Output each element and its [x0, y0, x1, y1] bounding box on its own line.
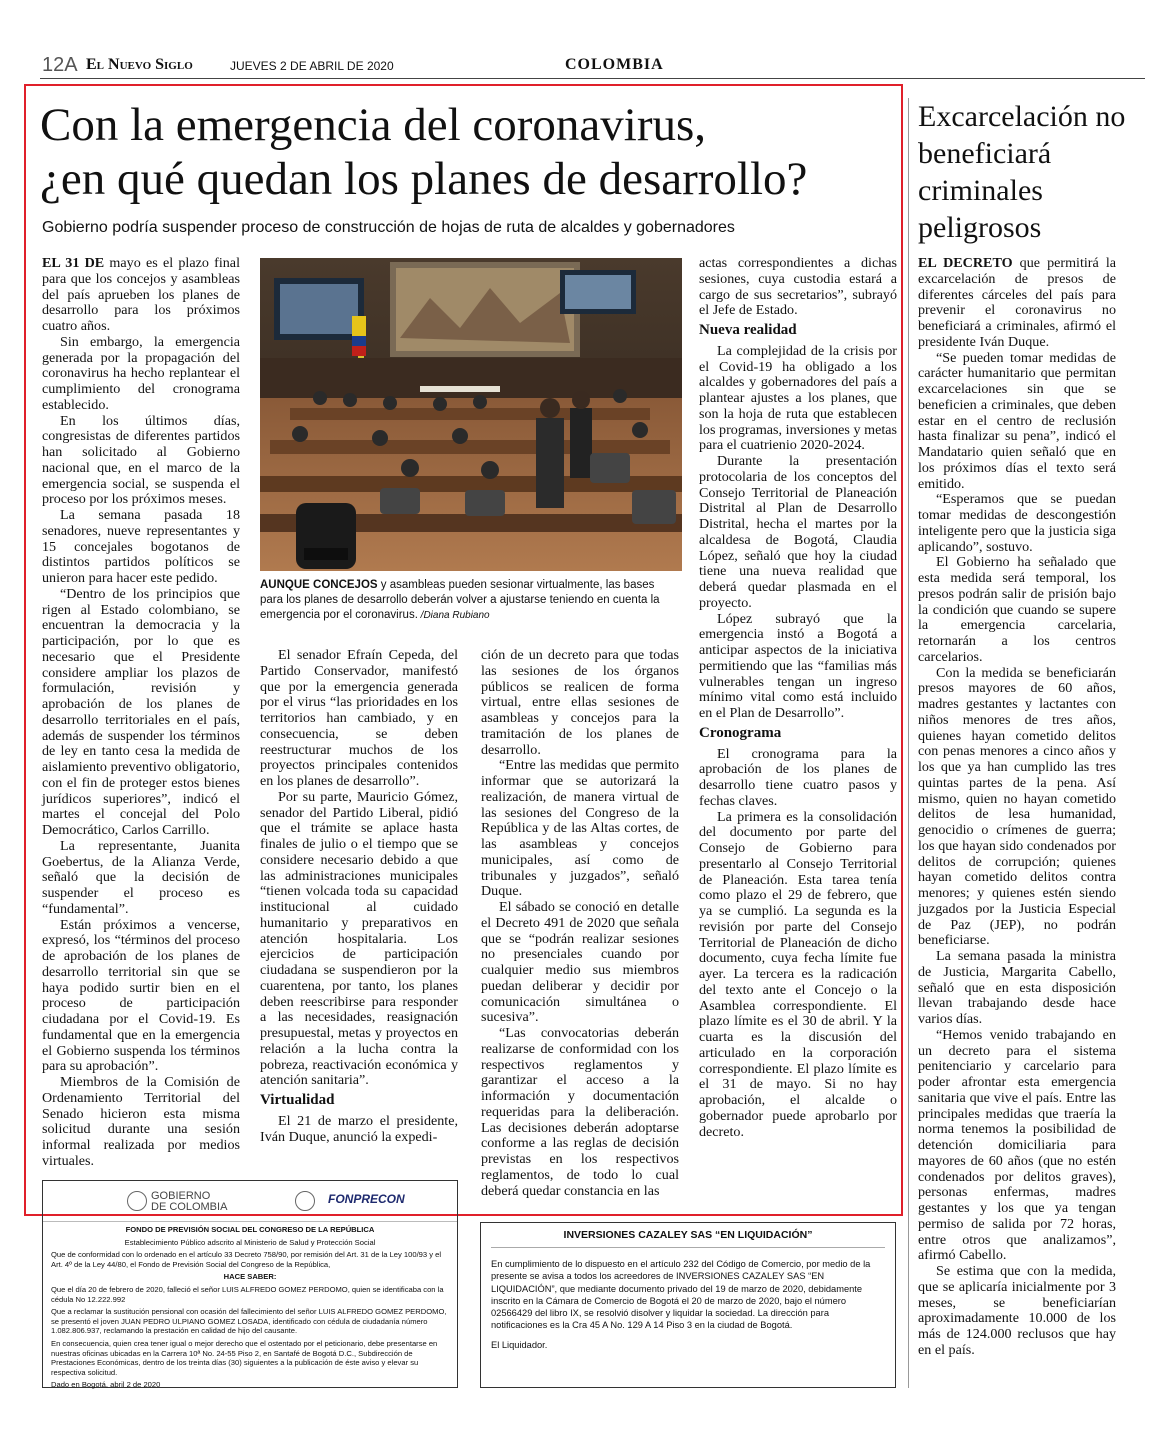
notice-signature: El Liquidador. [491, 1340, 548, 1351]
section-title: COLOMBIA [565, 56, 664, 73]
notice-org: FONDO DE PREVISIÓN SOCIAL DEL CONGRESO DE LA REPÚBLICA [125, 1225, 375, 1234]
council-chamber-image [260, 258, 682, 571]
lead-text: que permitirá la excarcelación de presos de diferentes cárceles del país para prevenir el coronavirus no beneficiará a criminales, afirmó el presidente Iván Duque. [918, 255, 1116, 350]
paragraph: La semana pasada la ministra de Justicia, Margarita Cabello, señaló que en esta disposición llevan trabajando desde hace varios días. [918, 948, 1116, 1027]
notice-paragraph: En consecuencia, quien crea tener igual o mejor derecho que el ostentado por el peticionario, debe presentarse en nuestras oficinas ubicadas en la Carrera 10ª No. 24-55 Piso 2, en Santafé de Bogotá D.C., Subdirección de Prestaciones Económicas, dentro de los treinta días (30) siguientes a la publicación de éste aviso y elevar su respectiva solicitud. [51, 1338, 438, 1377]
notice-org-sub: Establecimiento Público adscrito al Ministerio de Salud y Protección Social [124, 1237, 376, 1247]
headline-line-2: ¿en qué quedan los planes de desarrollo? [40, 153, 808, 205]
fonprecon-logo: FONPRECON [328, 1192, 405, 1206]
paragraph: “Hemos venido trabajando en un decreto para el sistema penitenciario y carcelario para poder afrontar esta emergencia sanitaria que vive el país. Entre las principales medidas que traería la norma tenemos la posibilidad de detención domiciliaria para mayores de 60 años (que no estén condenados por delitos graves), personas enfermas, madres gestantes y los que ya tengan permiso de salida por 72 horas, entre otros que analizamos”, afirmó Cabello. [918, 1026, 1116, 1264]
notice-body: En cumplimiento de lo dispuesto en el artículo 232 del Código de Comercio, por medio de la presente se avisa a todos los acreedores de INVERSIONES CAZALEY SAS “EN LIQUIDACIÓN”, que mediante documento privado del 19 de marzo de 2020, debidamente inscrito en la Cámara de Comercio de Bogotá el 20 de marzo de 2020, bajo el número 02566429 del libro IX, se resolvió disolver y liquidar la sociedad. La dirección para notificaciones es la Cra 45 A No. 129 A 14 Piso 3 en la ciudad de Bogotá. [491, 1259, 871, 1331]
colombia-seal-icon [127, 1191, 147, 1211]
issue-date: JUEVES 2 DE ABRIL DE 2020 [230, 59, 394, 73]
paragraph: ción de un decreto para que todas las sesiones de los órganos públicos se realicen de forma virtual, entre ellas sesiones de asambleas y concejos para la tramitación de los planes de desarrollo. [481, 647, 679, 758]
sidebar-column [918, 256, 1116, 1359]
logo-text: DE COLOMBIA [151, 1201, 228, 1213]
paragraph: El cronograma para la aprobación de los planes de desarrollo tiene cuatro pasos y fechas claves. [699, 745, 897, 809]
section-heading-virtualidad: Virtualidad [260, 1092, 335, 1108]
paragraph: actas correspondientes a dichas sesiones, cuya custodia estará a cargo de sus secretarios”, subrayó el Jefe de Estado. [699, 255, 897, 319]
article-column-2 [260, 648, 458, 1145]
paragraph: “Entre las medidas que permito informar que se autorizará la realización, de manera virtual de las sesiones del Congreso de la República y de las Altas cortes, de las asambleas y concejos municipales, así como de tribunales y juzgados”, señaló Duque. [481, 757, 679, 900]
page-number: 12A [42, 54, 78, 76]
sidebar-headline: Excarcelación no beneficiará criminales peligrosos [918, 100, 1126, 244]
paragraph: La complejidad de la crisis por el Covid-19 ha obligado a los alcaldes y gobernadores del país a plantear ajustes a los planes, que son la hoja de ruta que establecen los programas, inversiones y metas para el cuatrienio 2020-2024. [699, 342, 897, 454]
caption-text: y asambleas pueden sesionar virtualmente, las bases para los planes de desarrollo deberán volver a ajustarse teniendo en cuenta la emergencia por el coronavirus. [260, 579, 660, 621]
lead-paragraph [918, 256, 1116, 351]
article-subhead: Gobierno podría suspender proceso de construcción de hojas de ruta de alcaldes y gobernadores [42, 219, 735, 236]
paragraph: El senador Efraín Cepeda, del Partido Conservador, manifestó que por la emergencia generada por el virus “las prioridades en los territorios han cambiado, y en consecuencia, se deben reestructurar muchos de los proyectos principales contenidos en los planes de desarrollo”. [260, 647, 458, 789]
sidebar-divider [908, 98, 909, 1388]
paragraph: La representante, Juanita Goebertus, de la Alianza Verde, señaló que la decisión de suspender el proceso es “fundamental”. [42, 837, 240, 917]
paragraph: Sin embargo, la emergencia generada por la propagación del coronavirus ha hecho replantear el cumplimiento del cronograma establecido. [42, 333, 240, 413]
paragraph: Miembros de la Comisión de Ordenamiento Territorial del Senado hicieron esta misma solicitud durante una sesión informal realizada por medios virtuales. [42, 1074, 240, 1169]
article-headline [40, 98, 910, 206]
photo-caption [260, 578, 678, 623]
paragraph: “Las convocatorias deberán realizarse de conformidad con los respectivos reglamentos y garantizar el acceso a la información y documentación requeridas para la deliberación. Las decisiones deberán adoptarse conforme a las reglas de decisión previstas en los respectivos reglamentos, de todo lo cual deberá quedar constancia en las [481, 1025, 679, 1199]
section-heading-cronograma: Cronograma [699, 724, 782, 741]
notice-logos [43, 1181, 457, 1222]
paragraph: López subrayó que la emergencia instó a Bogotá a anticipar aspectos de la iniciativa permitiendo que las “familias más vulnerables tengan un ingreso mínimo vital como está incluido en el Plan de Desarrollo”. [699, 610, 897, 721]
paragraph: Con la medida se beneficiarán presos mayores de 60 años, madres gestantes y lactantes con niños menores de tres años, quienes hayan cometido delitos con penas menores a cinco años y los que ya han cumplido las tres quintas partes de la pena. Así mismo, quien no hayan cometido delitos de lesa humanidad, genocidio o crímenes de guerra; los que hayan sido condenados por delitos de corrupción; quienes hayan cometido delitos contra menores; y quienes estén siendo juzgados por la Justicia Especial de Paz (JEP), no podrán beneficiarse. [918, 664, 1116, 949]
photo-credit: /Diana Rubiano [417, 610, 490, 621]
notice-title: INVERSIONES CAZALEY SAS “EN LIQUIDACIÓN” [491, 1229, 885, 1248]
caption-cap: AUNQUE CONCEJOS [260, 579, 378, 591]
cazaley-notice [480, 1222, 896, 1388]
lead-cap: EL 31 DE [42, 255, 105, 271]
article-column-3 [481, 648, 679, 1199]
paragraph: La primera es la consolidación del documento por parte del Consejo de Gobierno para presentarlo al Consejo Territorial de Planeación. Esta tarea tenía como plazo el 29 de febrero, que ya se cumplió. La segunda es la revisión por parte del Consejo Territorial de Planeación de dicho documento, cuya fecha límite fue ayer. La tercera es la radicación del texto ante el Concejo o la Asamblea correspondiente. El plazo límite es el 30 de abril. Y la cuarta es la discusión del articulado en la corporación correspondiente. El plazo límite es el 31 de mayo. Si no hay aprobación, el alcalde o gobernador puede aprobarlo por decreto. [699, 808, 897, 1140]
notice-paragraph: Que de conformidad con lo ordenado en el artículo 33 Decreto 758/90, por remisión del Art. 31 de la Ley 100/93 y el Art. 4º de la Ley 44/80, el Fondo de Previsión Social del Congreso de la República, [51, 1250, 442, 1269]
notice-hace-saber: HACE SABER: [223, 1272, 277, 1282]
lead-cap: EL DECRETO [918, 255, 1013, 271]
paragraph: El Gobierno ha señalado que esta medida será temporal, los presos podrán salir de prisión bajo la condición que cuando se supere la emergencia carcelaria, retornarán a los centros carcelarios. [918, 554, 1116, 665]
section-heading-nueva-realidad: Nueva realidad [699, 322, 797, 338]
paragraph: Están próximos a vencerse, expresó, los “términos del proceso de aprobación de los planes de desarrollo territorial sin que se haya podido surtir bien en el proceso de participación ciudadana por el Covid-19. Es fundamental que en la emergencia el Gobierno suspenda los términos para su aprobación”. [42, 916, 240, 1075]
ministry-seal-icon [295, 1191, 315, 1211]
notice-paragraph: Que a reclamar la sustitución pensional con ocasión del fallecimiento del señor LUIS ALFREDO GOMEZ PERDOMO, se presentó el joven JUAN PEDRO ULPIANO GOMEZ LOSADA, identificado con cédula de ciudadanía número 1.082.806.937, reclamando la prestación en calidad de hijo del causante. [51, 1307, 447, 1336]
notice-paragraph: Que el día 20 de febrero de 2020, falleció el señor LUIS ALFREDO GOMEZ PERDOMO, quien se identificaba con la cédula No 12.222.992 [51, 1284, 444, 1304]
lead-paragraph [42, 256, 240, 335]
paragraph: La semana pasada 18 senadores, nueve representantes y 15 concejales bogotanos de distintos partidos políticos se unieron para hacer este pedido. [42, 507, 240, 586]
paragraph: “Esperamos que se puedan tomar medidas de descongestión inteligente pero que la justicia siga aplicando”, sostuvo. [918, 491, 1116, 555]
fonprecon-notice [42, 1180, 458, 1388]
article-column-4 [699, 256, 897, 1140]
notice-body [43, 1225, 457, 1390]
paragraph: El sábado se conoció en detalle el Decreto 491 de 2020 que señala que se “podrán realizar sesiones no presenciales cuando por cualquier medio sus miembros puedan deliberar y decidir por comunicación simultánea o sucesiva”. [481, 899, 679, 1026]
headline-line-1: Con la emergencia del coronavirus, [40, 99, 707, 151]
article-column-1 [42, 256, 240, 1170]
paragraph: “Dentro de los principios que rigen al Estado colombiano, se encuentran la democracia y la participación, por lo que es necesario que el Presidente considere ampliar los plazos de formulación, revisión y aprobación de los planes de desarrollo territoriales en el país, además de suspender los términos de ley en tanto cesa la medida de aislamiento preventivo obligatorio, con el fin de proteger estos bienes jurídicos superiores”, indicó el martes el concejal del Polo Democrático, Carlos Carrillo. [42, 585, 240, 838]
lead-text: mayo es el plazo final para que los concejos y asambleas del país aprueben los planes de desarrollo para los próximos cuatro años. [42, 255, 240, 334]
paragraph: En los últimos días, congresistas de diferentes partidos han solicitado al Gobierno nacional que, en el marco de la emergencia social, se suspenda el proceso por los próximos meses. [42, 412, 240, 508]
logo-text: GOBIERNO [151, 1190, 211, 1202]
paragraph: Se estima que con la medida, que se aplicaría inicialmente por 3 meses, se beneficiarían aproximadamente 10.000 de los más de 124.000 reclusos que hay en el país. [918, 1263, 1116, 1358]
masthead [40, 56, 1145, 79]
paragraph: “Se pueden tomar medidas de carácter humanitario que permitan excarcelaciones sin que se beneficien a criminales, que deben estar en el centro de reclusión hasta finalizar su pena”, indicó el Mandatario quien señaló que en los próximos días el texto será emitido. [918, 349, 1116, 492]
paragraph: El 21 de marzo el presidente, Iván Duque, anunció la expedi- [260, 1112, 458, 1145]
paragraph: Durante la presentación protocolaria de los conceptos del Consejo Territorial de Planeación Distrital al Plan de Desarrollo Distrital, hecha el martes por la alcaldesa de Bogotá, Claudia López, señaló que hoy la ciudad tiene una nueva realidad que deberá quedar plasmada en el proyecto. [699, 453, 897, 611]
notice-paragraph: Dado en Bogotá, abril 2 de 2020 [51, 1380, 161, 1390]
gobierno-colombia-logo [151, 1191, 227, 1213]
paragraph: Por su parte, Mauricio Gómez, senador del Partido Liberal, pidió que el trámite se aplace hasta finales de julio o el tiempo que se considere necesario debido a que las administraciones municipales “tienen volcada toda su capacidad institucional al cuidado humanitario y preparativos en atención hospitalaria. Los ejercicios de participación ciudadana se suspendieron por la cuarentena, por tanto, los planes deben reescribirse para responder a las necesidades, reasignación presupuestal, metas y proyectos en relación a la lucha contra la pobreza, reactivación económica y atención sanitaria”. [260, 788, 458, 1089]
council-session-photo [260, 258, 682, 571]
newspaper-name: El Nuevo Siglo [86, 56, 193, 73]
